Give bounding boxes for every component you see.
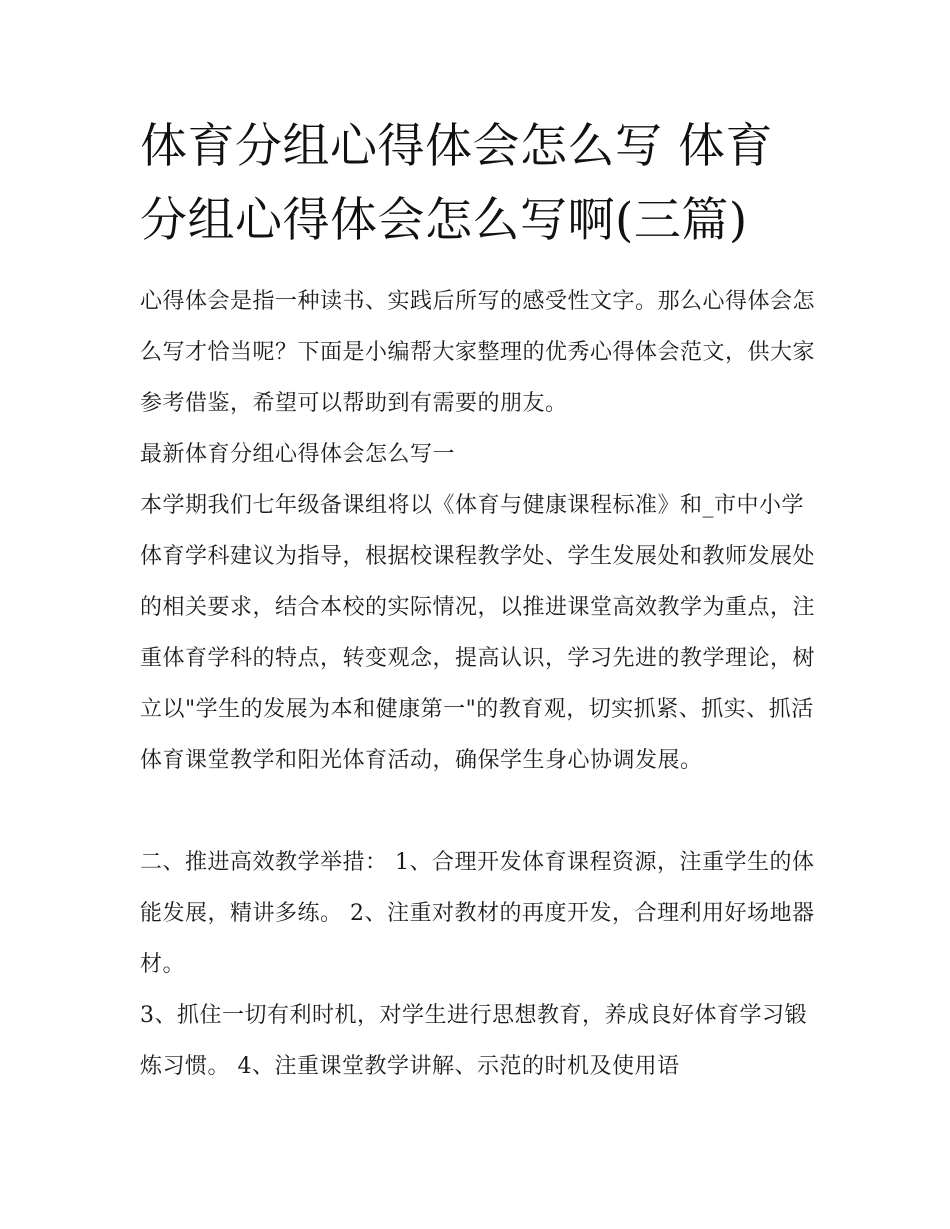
body-paragraph-1: 本学期我们七年级备课组将以《体育与健康课程标准》和_市中小学体育学科建议为指导，根据校课程教学处、学生发展处和教师发展处的相关要求，结合本校的实际情况，以推进课堂高效教学为重点，注重体育学科的特点，转变观念，提高认识，学习先进的教学理论，树立以"学生的发展为本和健康第一"的教育观，切实抓紧、抓实、抓活体育课堂教学和阳光体育活动，确保学生身心协调发展。 <box>140 493 816 773</box>
body-paragraph-3: 3、抓住一切有利时机，对学生进行思想教育，养成良好体育学习锻炼习惯。 4、注重课堂教学讲解、示范的时机及使用语 <box>140 1003 807 1079</box>
document-title: 体育分组心得体会怎么写 体育分组心得体会怎么写啊(三篇) <box>140 119 773 248</box>
intro-paragraph: 心得体会是指一种读书、实践后所写的感受性文字。那么心得体会怎么写才恰当呢？下面是小编帮大家整理的优秀心得体会范文，供大家参考借鉴，希望可以帮助到有需要的朋友。 <box>140 289 816 416</box>
body-paragraph-2: 二、推进高效教学举措： 1、合理开发体育课程资源，注重学生的体能发展，精讲多练。 2、注重对教材的再度开发，合理利用好场地器材。 <box>140 850 815 977</box>
section-heading: 最新体育分组心得体会怎么写一 <box>140 442 456 467</box>
